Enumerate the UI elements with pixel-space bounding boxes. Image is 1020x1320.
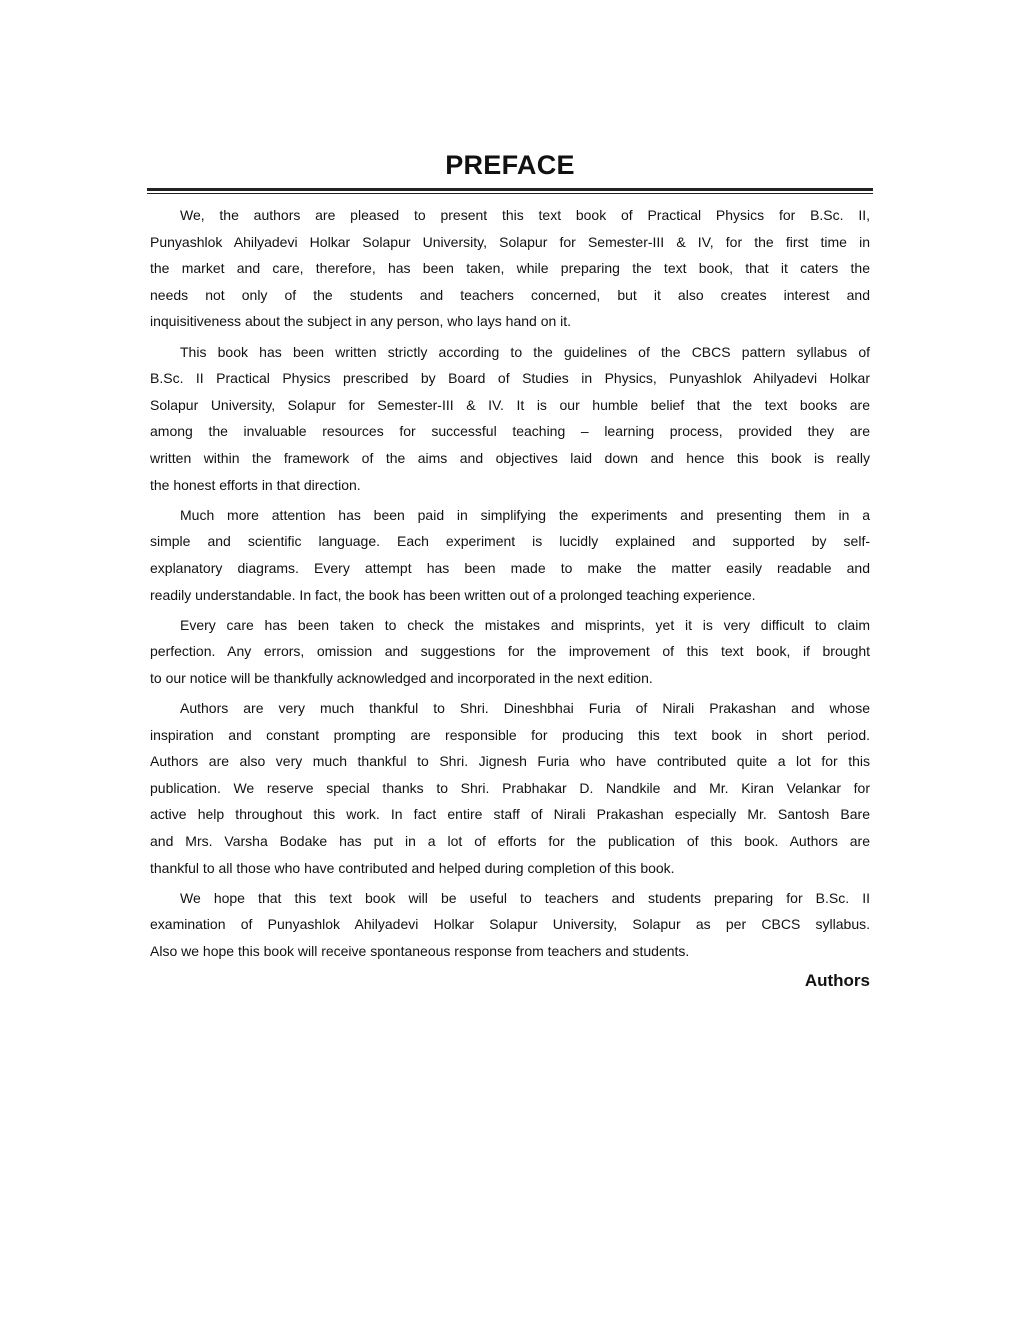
paragraph [150, 612, 870, 692]
text-line: the market and care, therefore, has been taken, while preparing the text book, that it caters the [150, 260, 870, 277]
text-line: written within the framework of the aims and objectives laid down and hence this book is really [150, 449, 870, 466]
text-line: publication. We reserve special thanks to Shri. Prabhakar D. Nandkile and Mr. Kiran Velankar for [150, 779, 870, 796]
text-line: Every care has been taken to check the mistakes and misprints, yet it is very difficult to claim [180, 616, 870, 633]
text-line: Much more attention has been paid in simplifying the experiments and presenting them in a [180, 506, 870, 523]
paragraph [150, 885, 870, 965]
paragraph [150, 339, 870, 499]
paragraph [150, 202, 870, 335]
text-line: thankful to all those who have contributed and helped during completion of this book. [150, 859, 675, 876]
title-rule-thin [147, 193, 873, 194]
title-rule-thick [147, 188, 873, 191]
text-line: Authors are very much thankful to Shri. Dineshbhai Furia of Nirali Prakashan and whose [180, 700, 870, 717]
text-line: This book has been written strictly according to the guidelines of the CBCS pattern syllabus of [180, 343, 870, 360]
text-line: among the invaluable resources for successful teaching – learning process, provided they are [150, 423, 870, 440]
text-line: perfection. Any errors, omission and suggestions for the improvement of this text book, if brought [150, 643, 870, 660]
paragraph [150, 502, 870, 608]
text-line: explanatory diagrams. Every attempt has been made to make the matter easily readable and [150, 559, 870, 576]
text-line: simple and scientific language. Each experiment is lucidly explained and supported by self- [150, 533, 870, 550]
text-line: Punyashlok Ahilyadevi Holkar Solapur University, Solapur for Semester-III & IV, for the first time in [150, 233, 870, 250]
page-title: PREFACE [445, 150, 575, 180]
text-line: Also we hope this book will receive spontaneous response from teachers and students. [150, 943, 690, 959]
paragraph [150, 695, 870, 881]
text-line: inspiration and constant prompting are responsible for producing this text book in short period. [150, 726, 870, 743]
text-line: B.Sc. II Practical Physics prescribed by Board of Studies in Physics, Punyashlok Ahilyadevi Holkar [150, 370, 870, 387]
text-line: examination of Punyashlok Ahilyadevi Holkar Solapur University, Solapur as per CBCS syllabus. [150, 916, 870, 933]
text-line: active help throughout this work. In fact entire staff of Nirali Prakashan especially Mr. Santosh Bare [150, 806, 870, 823]
signature: Authors [804, 971, 870, 991]
text-line: Solapur University, Solapur for Semester-III & IV. It is our humble belief that the text books are [150, 396, 870, 413]
text-line: inquisitiveness about the subject in any person, who lays hand on it. [150, 313, 572, 330]
text-line: We hope that this text book will be useful to teachers and students preparing for B.Sc. II [180, 889, 870, 906]
text-line: We, the authors are pleased to present this text book of Practical Physics for B.Sc. II, [180, 207, 870, 223]
preface-body [150, 202, 870, 996]
text-line: needs not only of the students and teachers concerned, but it also creates interest and [150, 286, 870, 303]
text-line: the honest efforts in that direction. [150, 476, 361, 493]
text-line: readily understandable. In fact, the book has been written out of a prolonged teaching experience. [150, 586, 756, 603]
text-line: to our notice will be thankfully acknowledged and incorporated in the next edition. [150, 669, 653, 686]
text-line: Authors are also very much thankful to Shri. Jignesh Furia who have contributed quite a lot for this [150, 753, 870, 770]
text-line: and Mrs. Varsha Bodake has put in a lot of efforts for the publication of this book. Authors are [150, 833, 870, 850]
